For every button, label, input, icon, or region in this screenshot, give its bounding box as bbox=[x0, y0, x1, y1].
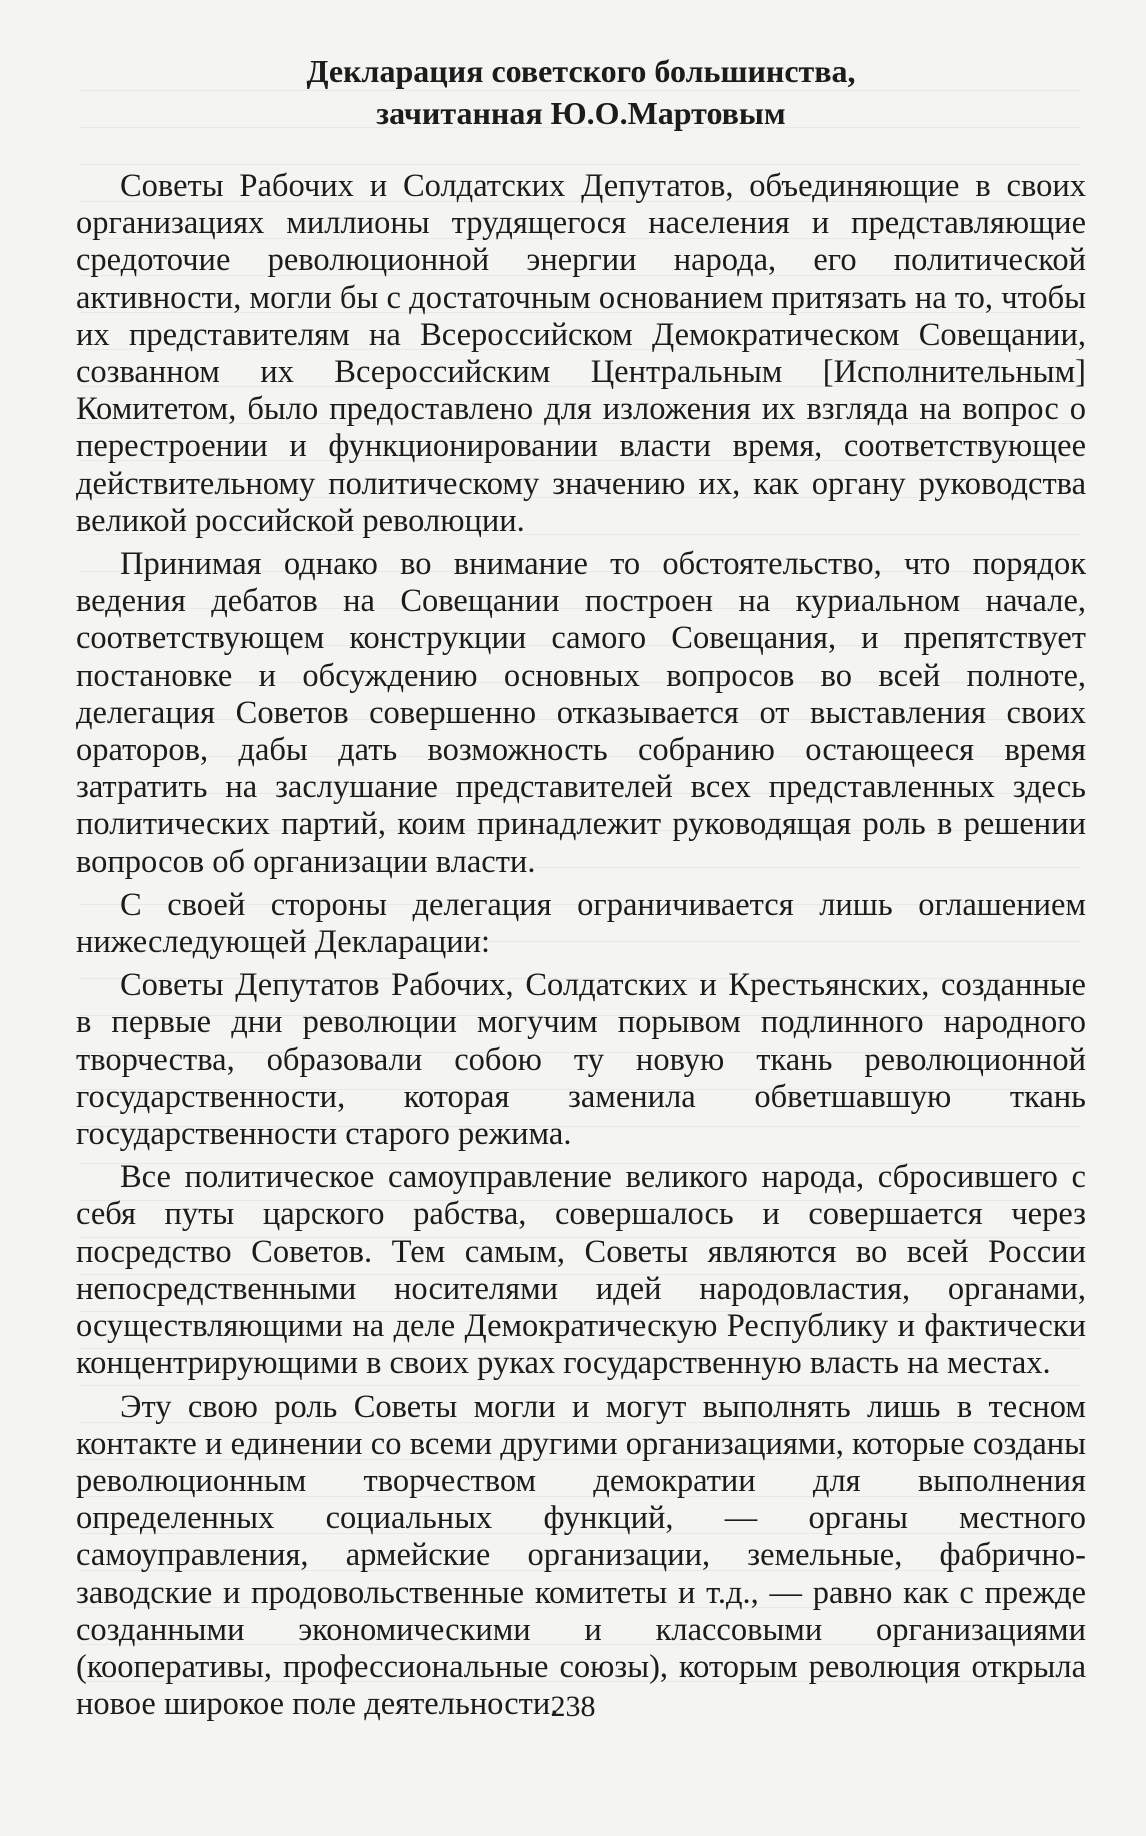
page-number: 238 bbox=[550, 1690, 596, 1723]
paragraph-5: Все политическое самоуправление великого народа, сбросившего с себя путы царского рабства, совершалось и совершается через посредство Советов. Тем самым, Советы являются во всей России непосредственными носителями идей народовластия, органами, осуществляющими на деле Демократическую Республику и фактически концентрирующими в своих руках государственную власть на местах. bbox=[76, 1159, 1086, 1382]
paragraph-2: Принимая однако во внимание то обстоятельство, что порядок ведения дебатов на Совещании построен на куриальном начале, соответствующем конструкции самого Совещания, и препятствует постановке и обсуждению основных вопросов во всей полноте, делегация Советов совершенно отказывается от выставления своих ораторов, дабы дать возможность собранию остающееся время затратить на заслушание представителей всех представленных здесь политических партий, коим принадлежит руководящая роль в решении вопросов об организации власти. bbox=[76, 546, 1086, 880]
paragraph-6: Эту свою роль Советы могли и могут выполнять лишь в тесном контакте и единении со всеми другими организациями, которые созданы революционным творчеством демократии для выполнения определенных социальных функций, — органы местного самоуправления, армейские организации, земельные, фабрично-заводские и продовольственные комитеты и т.д., — равно как с прежде созданными экономическими и классовыми организациями (кооперативы, профессиональные союзы), которым революция открыла новое широкое поле деятельности. bbox=[76, 1388, 1086, 1723]
paragraph-3: С своей стороны делегация ограничивается лишь оглашением нижеследующей Декларации: bbox=[76, 886, 1086, 961]
document-page bbox=[76, 50, 1086, 1729]
title-line-1: Декларация советского большинства, bbox=[306, 53, 856, 89]
document-title bbox=[76, 50, 1086, 134]
title-line-2: зачитанная Ю.О.Мартовым bbox=[376, 95, 786, 131]
paragraph-4: Советы Депутатов Рабочих, Солдатских и Крестьянских, созданные в первые дни революции могучим порывом подлинного народного творчества, образовали собою ту новую ткань революционной государственности, которая заменила обветшавшую ткань государственности старого режима. bbox=[76, 967, 1086, 1153]
paragraph-1: Советы Рабочих и Солдатских Депутатов, объединяющие в своих организациях миллионы трудящегося населения и представляющие средоточие революционной энергии народа, его политической активности, могли бы с достаточным основанием притязать на то, чтобы их представителям на Всероссийском Демократическом Совещании, созванном их Всероссийским Центральным [Исполнительным] Комитетом, было предоставлено для изложения их взгляда на вопрос о перестроении и функционировании власти время, соответствующее действительному политическому значению их, как органу руководства великой российской революции. bbox=[76, 168, 1086, 539]
